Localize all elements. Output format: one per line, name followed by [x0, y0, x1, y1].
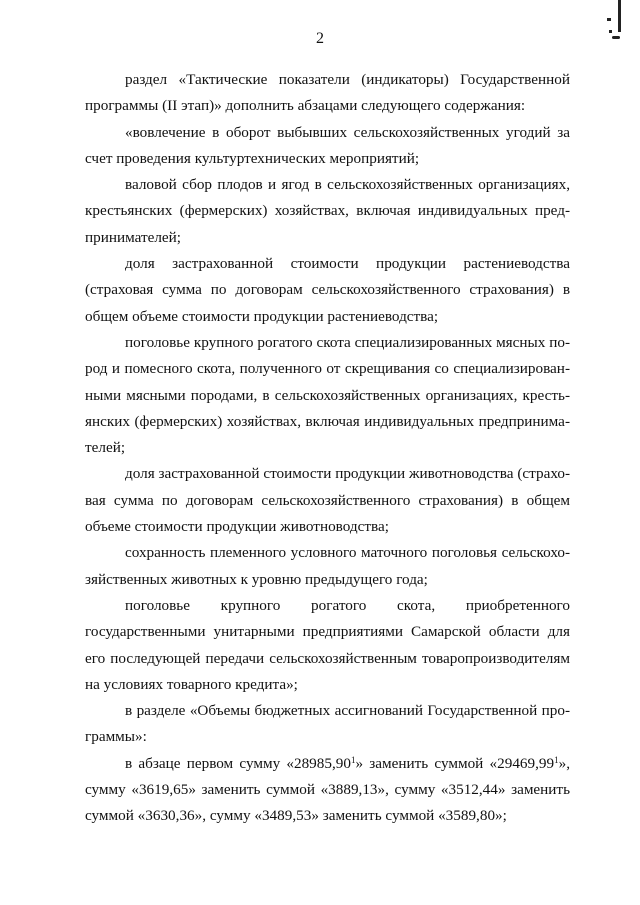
scan-artifact-dot [607, 18, 611, 21]
paragraph-breeding-stock: сохранность племенного условного маточного поголовья сельскохозяйственных животных к уровню предыдущего года; [85, 544, 570, 588]
paragraph-budget-amounts: в абзаце первом сумму «28985,90$^1$» заменить суммой «29469,99$^1$», сумму «3619,65» заменить суммой «3889,13», сумму «3512,44» заменить суммой «3630,36», сумму «3489,53» заменить суммой «3589,80»; [85, 754, 570, 825]
paragraph-crop-insurance: доля застрахованной стоимости продукции растениеводства (страховая сумма по договорам сельскохозяйственного страхования) в общем объеме стоимости продукции растениеводства; [85, 255, 570, 325]
paragraph-budget-section: в разделе «Объемы бюджетных ассигнований Государственной программы»: [85, 702, 570, 746]
paragraph-land-involvement: «вовлечение в оборот выбывших сельскохозяйственных угодий за счет проведения культуртехнических мероприятий; [85, 123, 570, 167]
document-body [85, 67, 570, 830]
paragraph-fruit-harvest: валовой сбор плодов и ягод в сельскохозяйственных организациях, крестьянских (фермерских) хозяйствах, включая индивидуальных предпринимателей; [85, 176, 570, 246]
scan-artifact-line [618, 0, 621, 32]
paragraph-cattle-purchase: поголовье крупного рогатого скота, приобретенного государственными унитарными предприятиями Самарской области для его последующей передачи сельскохозяйственным товаропроизводителям на условиях товарного кредита»; [85, 596, 570, 693]
page-number: 2 [316, 30, 324, 47]
paragraph-beef-cattle: поголовье крупного рогатого скота специализированных мясных пород и помесного скота, полученного от скрещивания со специализированными мясными породами, в сельскохозяйственных организациях, крестьянских (фермерских) хозяйствах, включая индивидуальных предпринимателей; [85, 333, 570, 457]
paragraph-indicators-section: раздел «Тактические показатели (индикаторы) Государственной программы (II этап)» дополнить абзацами следующего содержания: [85, 71, 570, 115]
paragraph-livestock-insurance: доля застрахованной стоимости продукции животноводства (страховая сумма по договорам сельскохозяйственного страхования) в общем объеме стоимости продукции животноводства; [85, 465, 570, 536]
